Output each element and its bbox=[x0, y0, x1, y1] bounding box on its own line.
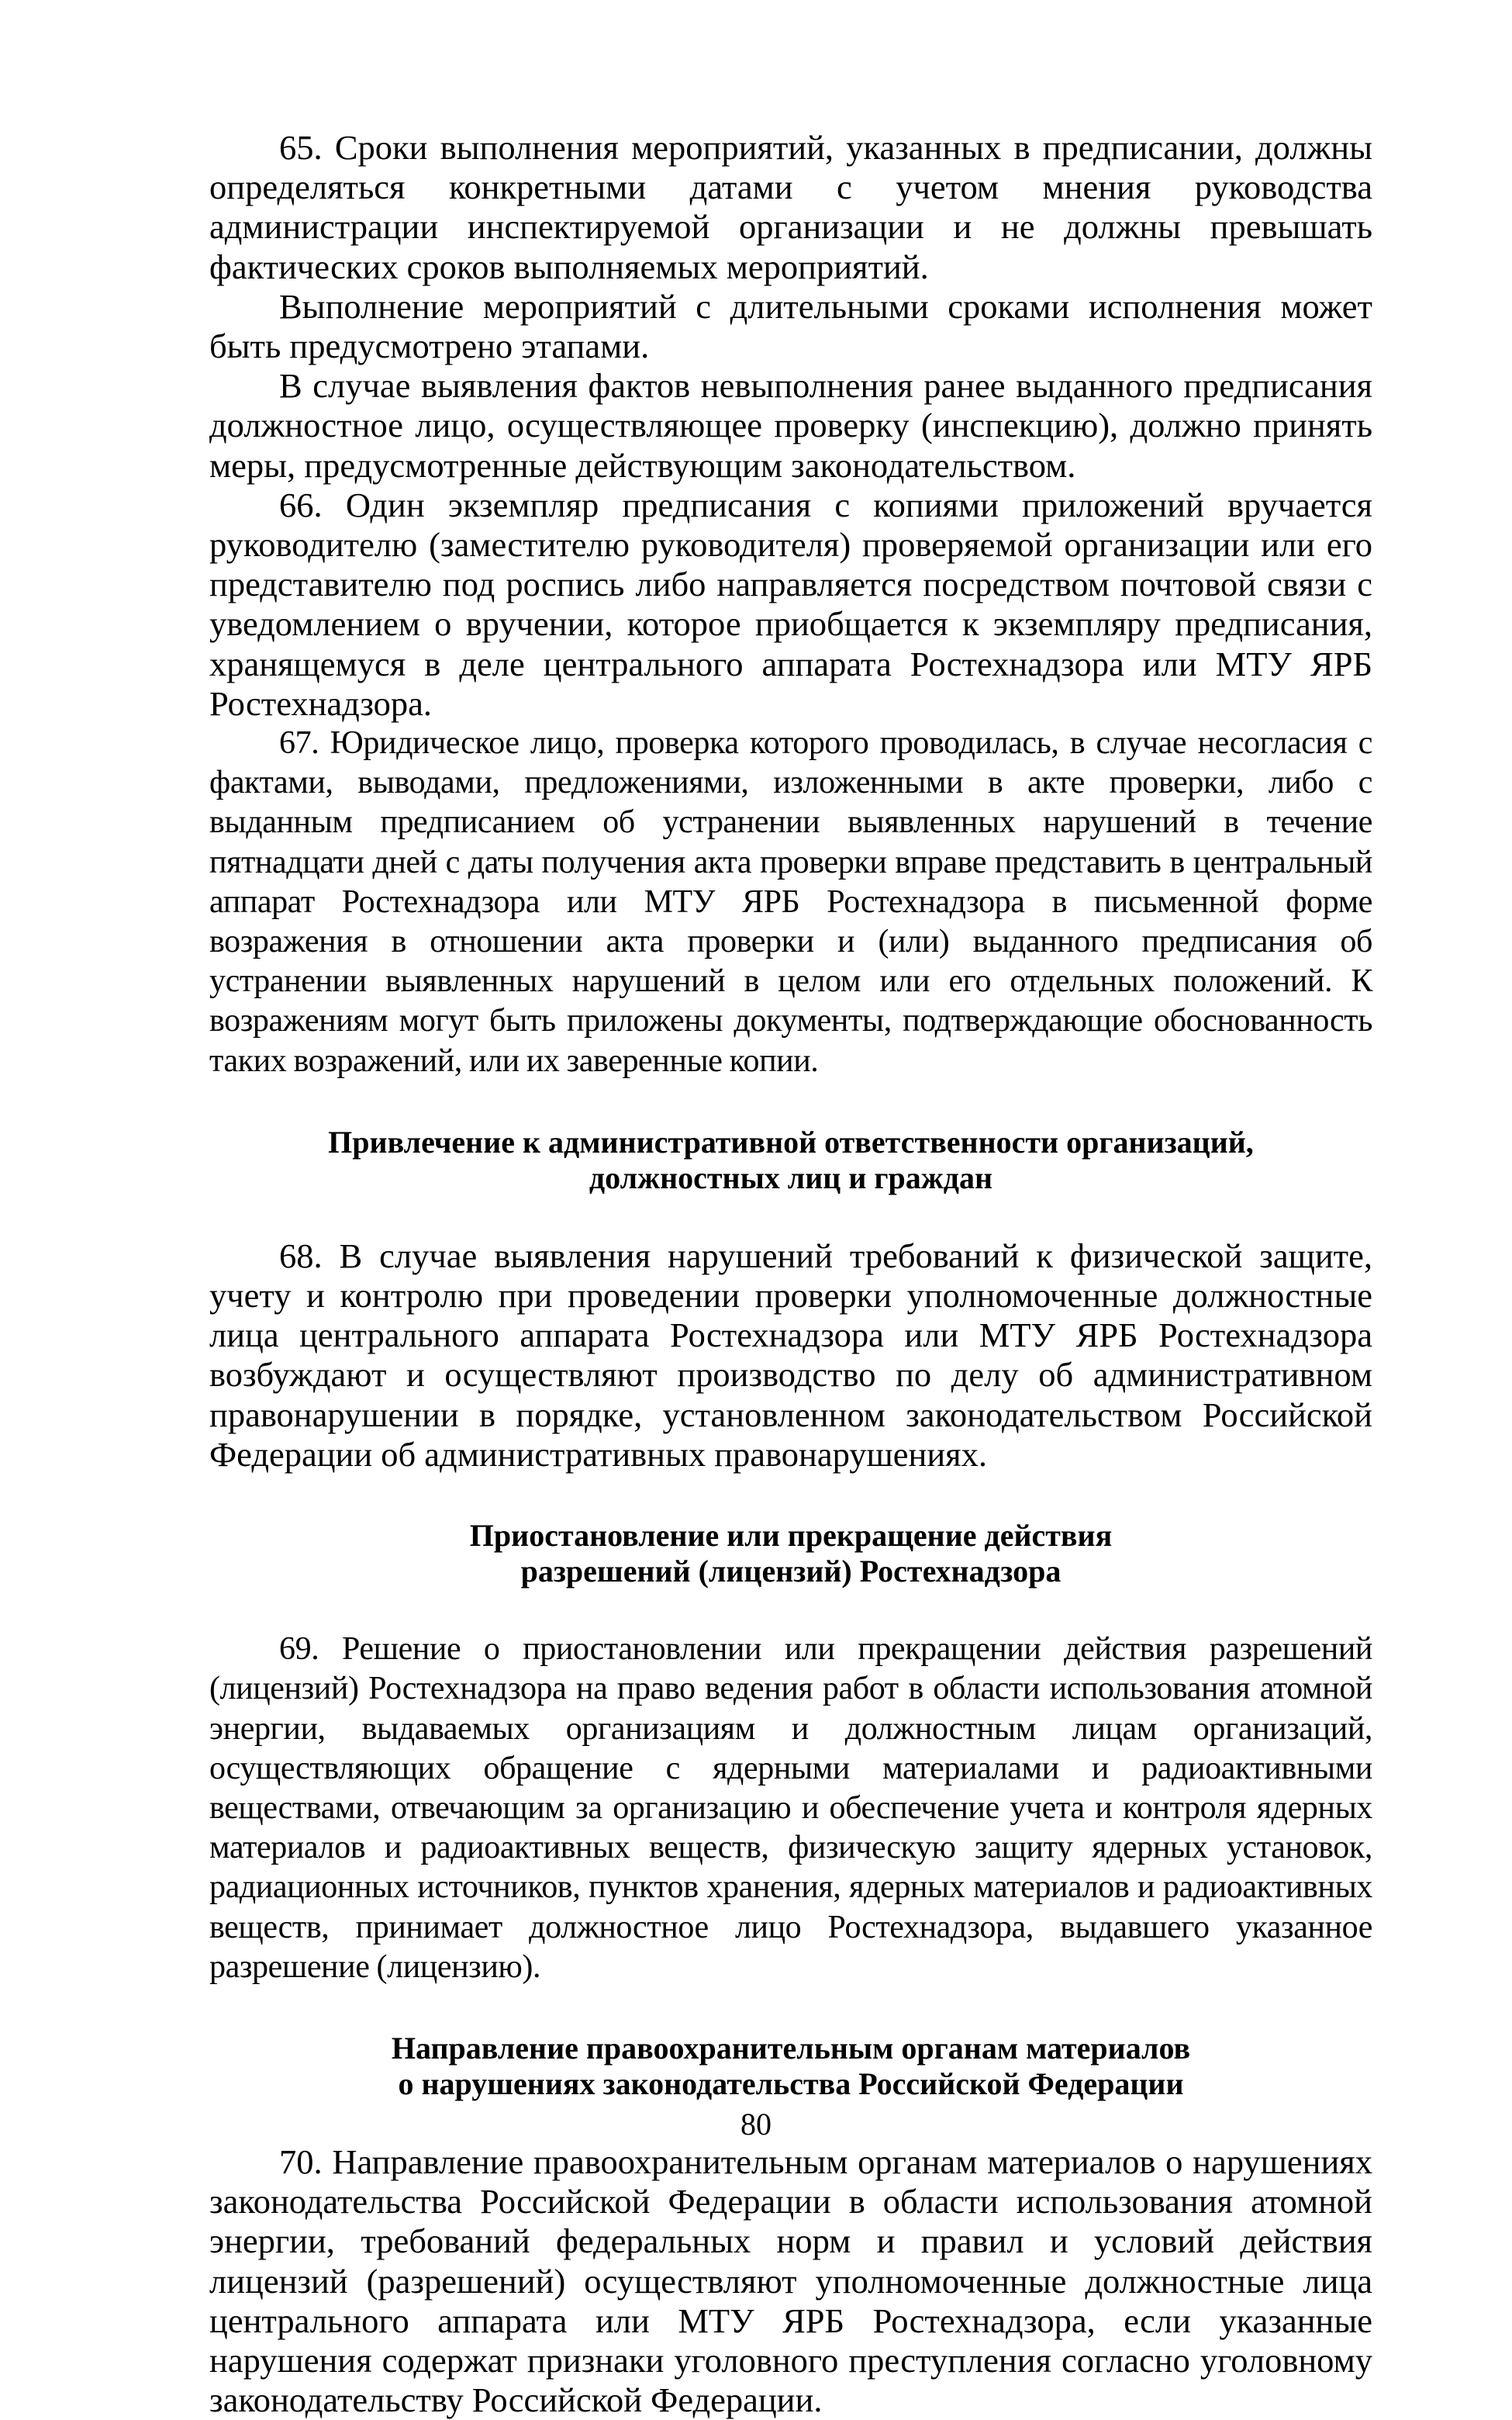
section-heading-70-line2: о нарушениях законодательства Российской Федерации bbox=[398, 2066, 1184, 2101]
paragraph-65-measures: В случае выявления фактов невыполнения ранее выданного предписания должностное лицо, осуществляющее проверку (инспекцию), должно принять меры, предусмотренные действующим законодательством. bbox=[209, 366, 1372, 485]
section-heading-68-line2: должностных лиц и граждан bbox=[589, 1160, 993, 1195]
section-heading-69-line1: Приостановление или прекращение действия bbox=[469, 1518, 1113, 1554]
paragraph-66: 66. Один экземпляр предписания с копиями приложений вручается руководителю (заместителю руководителя) проверяемой организации или его представителю под роспись либо направляется посредством почтовой связи с уведомлением о вручении, которое приобщается к экземпляру предписания, хранящемуся в деле центрального аппарата Ростехнадзора или МТУ ЯРБ Ростехнадзора. bbox=[209, 485, 1372, 723]
paragraph-69: 69. Решение о приостановлении или прекращении действия разрешений (лицензий) Ростехнадзора на право ведения работ в области использования атомной энергии, выдаваемых организациям и должностным лицам организаций, осуществляющих обращение с ядерными материалами и радиоактивными веществами, отвечающим за организацию и обеспечение учета и контроля ядерных материалов и радиоактивных веществ, физическую защиту ядерных установок, радиационных источников, пунктов хранения, ядерных материалов и радиоактивных веществ, принимает должностное лицо Ростехнадзора, выдавшего указанное разрешение (лицензию). bbox=[209, 1631, 1372, 1985]
section-heading-68 bbox=[209, 1125, 1372, 1196]
paragraph-65: 65. Сроки выполнения мероприятий, указанных в предписании, должны определяться конкретными датами с учетом мнения руководства администрации инспектируемой организации и не должны превышать фактических сроков выполняемых мероприятий. bbox=[209, 128, 1372, 286]
paragraph-70: 70. Направление правоохранительным органам материалов о нарушениях законодательства Российской Федерации в области использования атомной энергии, требований федеральных норм и правил и условий действия лицензий (разрешений) осуществляют уполномоченные должностные лица центрального аппарата или МТУ ЯРБ Ростехнадзора, если указанные нарушения содержат признаки уголовного преступления согласно уголовному законодательству Российской Федерации. bbox=[209, 2142, 1372, 2420]
document-page bbox=[209, 128, 1372, 2420]
paragraph-65-stages: Выполнение мероприятий с длительными сроками исполнения может быть предусмотрено этапами. bbox=[209, 286, 1372, 366]
page-number: 80 bbox=[740, 2107, 772, 2142]
section-heading-70 bbox=[209, 2031, 1372, 2102]
section-heading-70-line1: Направление правоохранительным органам материалов bbox=[391, 2030, 1191, 2066]
paragraph-68: 68. В случае выявления нарушений требований к физической защите, учету и контролю при проведении проверки уполномоченные должностные лица центрального аппарата Ростехнадзора или МТУ ЯРБ Ростехнадзора возбуждают и осуществляют производство по делу об административном правонарушении в порядке, установленном законодательством Российской Федерации об административных правонарушениях. bbox=[209, 1236, 1372, 1474]
section-heading-68-line1: Привлечение к административной ответственности организаций, bbox=[328, 1124, 1254, 1160]
section-heading-69-line2: разрешений (лицензий) Ростехнадзора bbox=[520, 1554, 1062, 1589]
paragraph-67: 67. Юридическое лицо, проверка которого проводилась, в случае несогласия с фактами, выводами, предложениями, изложенными в акте проверки, либо с выданным предписанием об устранении выявленных нарушений в течение пятнадцати дней с даты получения акта проверки вправе представить в центральный аппарат Ростехнадзора или МТУ ЯРБ Ростехнадзора в письменной форме возражения в отношении акта проверки и (или) выданного предписания об устранении выявленных нарушений в целом или его отдельных положений. К возражениям могут быть приложены документы, подтверждающие обоснованность таких возражений, или их заверенные копии. bbox=[209, 725, 1372, 1079]
section-heading-69 bbox=[209, 1518, 1372, 1589]
